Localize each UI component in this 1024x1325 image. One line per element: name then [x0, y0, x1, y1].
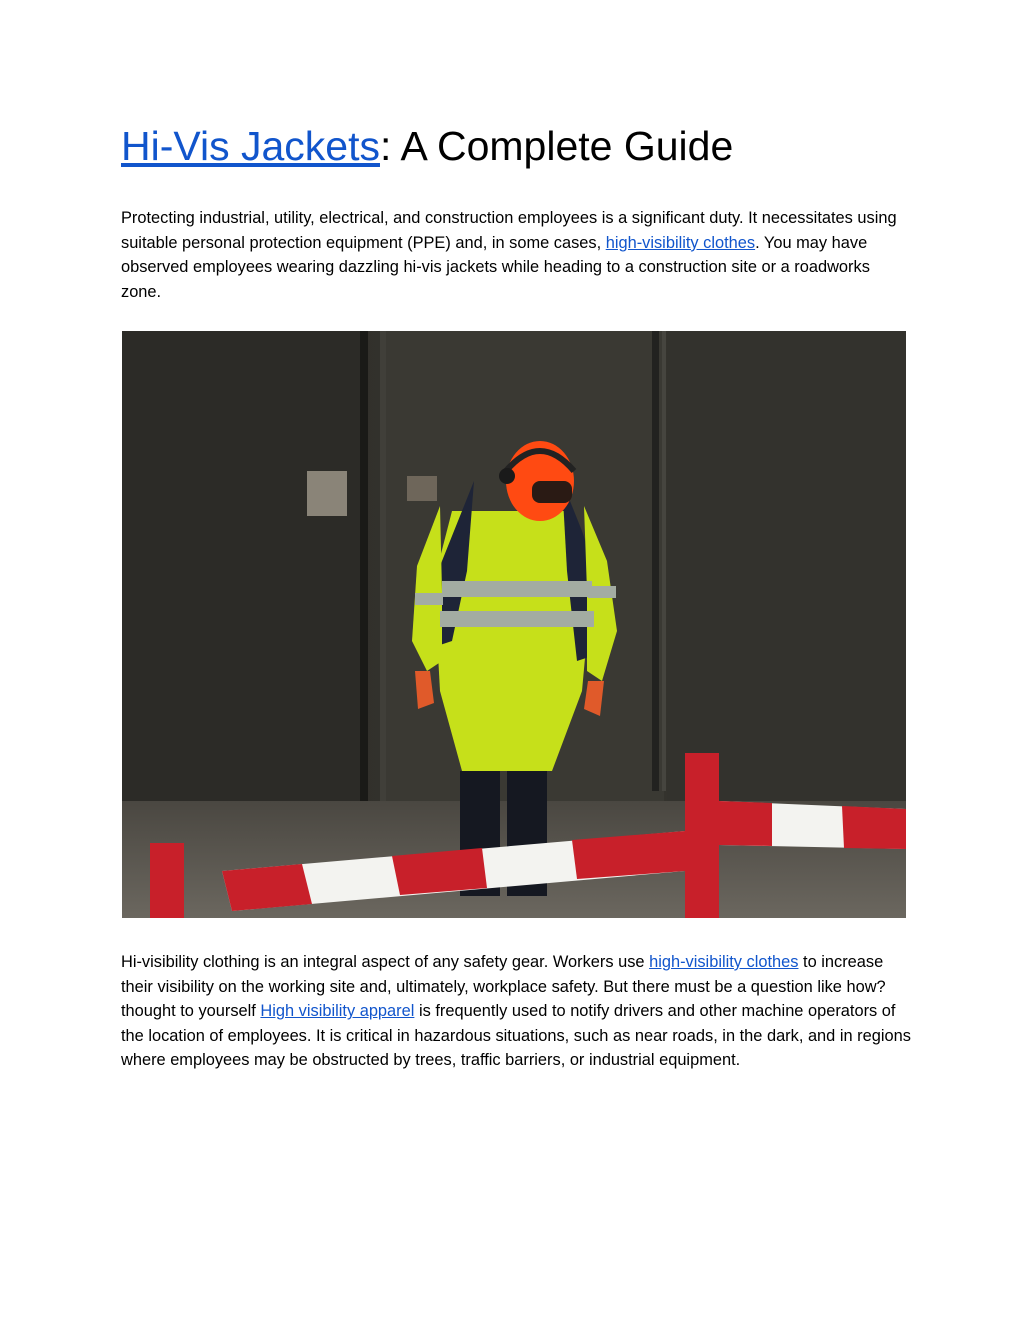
- body-paragraph: [121, 950, 911, 1073]
- title-rest: : A Complete Guide: [379, 123, 734, 169]
- body-link-high-visibility-clothes[interactable]: high-visibility clothes: [649, 953, 799, 971]
- reflective-stripe-upper: [442, 581, 592, 597]
- barrier-post-right: [685, 753, 719, 918]
- body-text-2: to increase their visibility on the working site and, ultimately, workplace safety. But there must be a question like how? thought to yourself: [121, 953, 886, 1021]
- worker-photo: [122, 331, 906, 918]
- body-text-1: Hi-visibility clothing is an integral aspect of any safety gear. Workers use: [121, 953, 650, 971]
- intro-text-2: . You may have observed employees wearing dazzling hi-vis jackets while heading to a construction site or a roadworks zone.: [121, 233, 870, 301]
- reflective-stripe-lower: [440, 611, 594, 627]
- intro-text-1: Protecting industrial, utility, electrical, and construction employees is a significant duty. It necessitates using suitable personal protection equipment (PPE) and, in some cases,: [121, 209, 897, 252]
- page-title: [121, 120, 733, 172]
- barrier-post-left: [150, 843, 184, 918]
- title-link[interactable]: Hi-Vis Jackets: [121, 123, 380, 169]
- body-text-3: is frequently used to notify drivers and other machine operators of the location of employees. It is critical in hazardous situations, such as near roads, in the dark, and in regions where employees may be obstructed by trees, traffic barriers, or industrial equipment.: [121, 1002, 911, 1070]
- body-link-high-visibility-apparel[interactable]: High visibility apparel: [260, 1002, 415, 1021]
- intro-paragraph: [121, 206, 911, 304]
- intro-link-high-visibility-clothes[interactable]: high-visibility clothes: [605, 233, 756, 252]
